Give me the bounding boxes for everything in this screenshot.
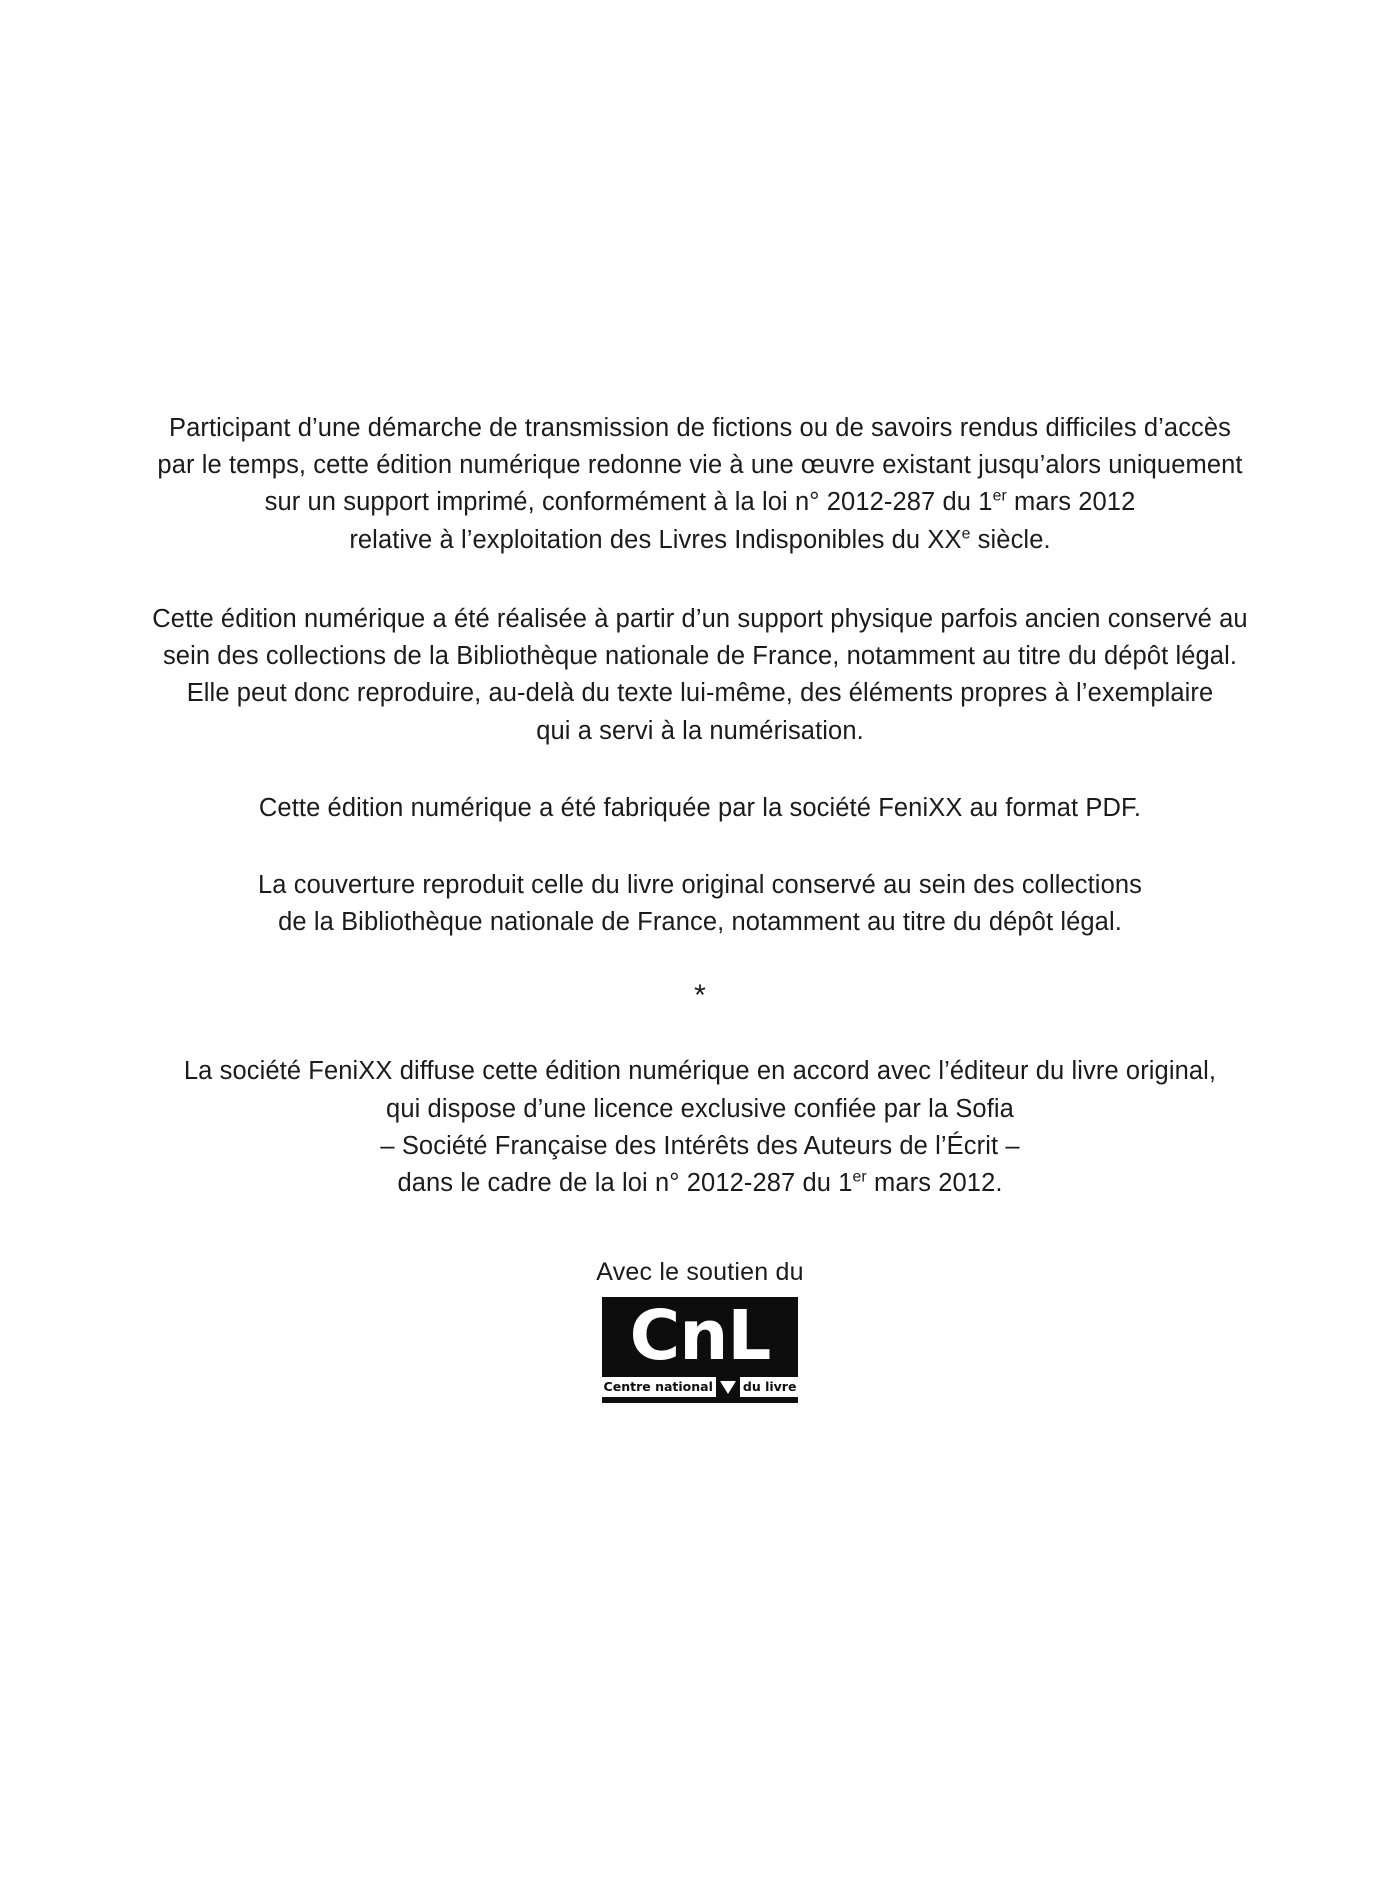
line-text: Cette édition numérique a été réalisée à partir d’un support physique parfois ancien conservé au — [152, 604, 1248, 633]
cnl-logo-footer-right: du livre — [740, 1377, 800, 1397]
line-text: de la Bibliothèque nationale de France, notamment au titre du dépôt légal. — [278, 908, 1122, 937]
cnl-logo-footer — [602, 1376, 798, 1398]
line-text: qui dispose d’une licence exclusive confiée par la Sofia — [386, 1094, 1014, 1123]
line-text: – Société Française des Intérêts des Auteurs de l’Écrit – — [380, 1131, 1020, 1160]
line-text: siècle. — [970, 525, 1051, 554]
cnl-logo-wordmark: CnL — [629, 1296, 771, 1377]
paragraph-diffusion — [145, 1053, 1255, 1202]
line-text: sur un support imprimé, conformément à la loi n° 2012-287 du 1 — [264, 488, 993, 517]
line-text: sein des collections de la Bibliothèque nationale de France, notamment au titre du dépôt légal. — [162, 642, 1238, 671]
line-text: Participant d’une démarche de transmission de fictions ou de savoirs rendus difficiles d’accès — [168, 414, 1232, 442]
line-text: mars 2012. — [866, 1169, 1003, 1198]
support-block — [596, 1258, 803, 1403]
cnl-logo — [602, 1297, 798, 1403]
line-text: La société FeniXX diffuse cette édition numérique en accord avec l’éditeur du livre original, — [183, 1057, 1217, 1086]
ordinal-suffix: er — [852, 1168, 867, 1186]
support-label: Avec le soutien du — [596, 1258, 804, 1287]
line-text: qui a servi à la numérisation. — [536, 716, 864, 745]
line-text: mars 2012 — [1006, 488, 1136, 517]
paragraph-support-physique — [145, 601, 1255, 750]
paragraph-transmission — [145, 410, 1255, 559]
line-text: Elle peut donc reproduire, au-delà du texte lui-même, des éléments propres à l’exemplaire — [186, 679, 1214, 708]
triangle-icon — [720, 1381, 736, 1394]
paragraph-couverture — [145, 867, 1255, 941]
cnl-logo-footer-left: Centre national — [601, 1377, 716, 1397]
line-text: par le temps, cette édition numérique redonne vie à une œuvre existant jusqu’alors uniquement — [157, 451, 1243, 480]
line-text: dans le cadre de la loi n° 2012-287 du 1 — [397, 1169, 853, 1198]
legal-notice-content — [0, 410, 1400, 1403]
line-text: relative à l’exploitation des Livres Indisponibles du XX — [349, 525, 962, 554]
line-text: Cette édition numérique a été fabriquée par la société FeniXX au format PDF. — [258, 793, 1142, 822]
paragraph-fabrication — [145, 790, 1255, 827]
section-separator: * — [694, 979, 706, 1013]
ordinal-suffix: er — [992, 487, 1007, 505]
line-text: La couverture reproduit celle du livre original conservé au sein des collections — [258, 870, 1142, 899]
ordinal-suffix: e — [961, 525, 971, 543]
